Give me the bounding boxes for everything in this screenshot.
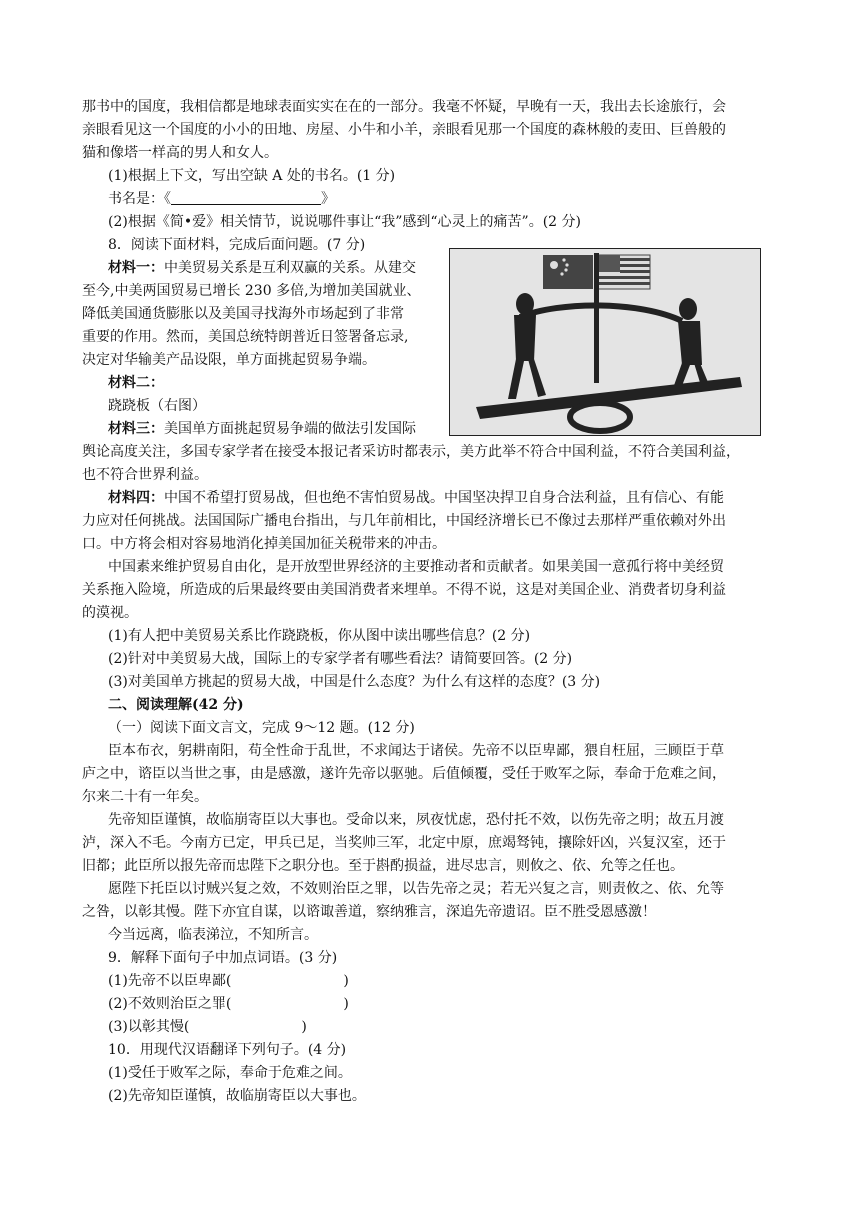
q9-1-prefix: (1)先帝不以臣 — [108, 973, 198, 989]
material-3-line-3: 也不符合世界利益。 — [82, 467, 208, 483]
material-3-line-2: 舆论高度关注，多国专家学者在接受本报记者采访时都表示，美方此举不符合中国利益，不符合美国利益， — [82, 444, 740, 460]
material-1-line-1 — [82, 257, 472, 280]
dotted-char-xiao: 效 — [142, 993, 156, 1016]
intro-line-3: 猫和像塔一样高的男人和女人。 — [82, 145, 278, 161]
classical-line-8: 之咎，以彰其慢。陛下亦宜自谋，以谘诹善道，察纳雅言，深追先帝遗诏。臣不胜受恩感激！ — [82, 904, 656, 920]
intro-line-1: 那书中的国度，我相信都是地球表面实实在在的一部分。我毫不怀疑，早晚有一天，我出去长途旅行，会 — [82, 99, 726, 115]
question-10-2: (2)先帝知臣谨慎，故临崩寄臣以大事也。 — [108, 1088, 366, 1104]
classical-line-9: 今当远离，临表涕泣，不知所言。 — [108, 927, 318, 943]
question-7-1: (1)根据上下文，写出空缺 A 处的书名。(1 分) — [108, 168, 396, 184]
seesaw-illustration — [449, 248, 761, 436]
trade-para-line-2: 关系拖入险境，所造成的后果最终要由美国消费者来埋单。不得不说，这是对美国企业、消费者切身利益 — [82, 582, 726, 598]
trade-para-line-1: 中国素来维护贸易自由化，是开放型世界经济的主要推动者和贡献者。如果美国一意孤行将中美经贸 — [108, 559, 724, 575]
question-9-1 — [82, 970, 782, 993]
classical-line-4: 先帝知臣谨慎，故临崩寄臣以大事也。受命以来，夙夜忧虑，恐付托不效，以伤先帝之明；故五月渡 — [108, 812, 724, 828]
answer-suffix: 》 — [321, 191, 335, 207]
material-1-line-2: 至今,中美两国贸易已增长 230 多倍,为增加美国就业、 — [82, 283, 421, 299]
question-10-1: (1)受任于败军之际，奉命于危难之间。 — [108, 1065, 352, 1081]
intro-line-2: 亲眼看见这一个国度的小小的田地、房屋、小牛和小羊，亲眼看见那一个国度的森林般的麦田、巨兽般的 — [82, 122, 726, 138]
material-1-text: 中美贸易关系是互利双赢的关系。从建交 — [164, 260, 416, 276]
question-9-3 — [82, 1016, 782, 1039]
question-10-title: 10．用现代汉语翻译下列句子。(4 分) — [108, 1042, 347, 1058]
dotted-char-bei: 卑 — [198, 970, 212, 993]
question-9-2 — [82, 993, 782, 1016]
material-4-line-2: 力应对任何挑战。法国国际广播电台指出，与几年前相比，中国经济增长已不像过去那样严重依赖对外出 — [82, 513, 726, 529]
question-8-title: 8．阅读下面材料，完成后面问题。(7 分) — [108, 237, 366, 253]
dotted-char-bi: 鄙 — [212, 970, 226, 993]
classical-line-1: 臣本布衣，躬耕南阳，苟全性命于乱世，不求闻达于诸侯。先帝不以臣卑鄙，猥自枉屈，三顾臣于草 — [108, 743, 724, 759]
question-9-title: 9．解释下面句子中加点词语。(3 分) — [108, 950, 338, 966]
usa-flag-icon — [598, 255, 650, 289]
material-4-line-3: 口。中方将会相对容易地消化掉美国加征关税带来的冲击。 — [82, 536, 446, 552]
q9-2-prefix: (2)不 — [108, 996, 142, 1012]
trade-para-line-3: 的漠视。 — [82, 605, 138, 621]
classical-line-6: 旧都；此臣所以报先帝而忠陛下之职分也。至于斟酌损益，进尽忠言，则攸之、依、允等之任也。 — [82, 858, 684, 874]
q9-2-close-paren: ) — [343, 996, 349, 1012]
material-3-label: 材料三： — [108, 421, 164, 437]
question-7-2: (2)根据《简•爱》相关情节，说说哪件事让“我”感到“心灵上的痛苦”。(2 分) — [108, 214, 581, 230]
book-title-blank[interactable] — [171, 189, 321, 205]
material-2-text: 跷跷板（右图） — [108, 398, 206, 414]
china-flag-icon — [543, 255, 593, 289]
classical-line-7: 愿陛下托臣以讨贼兴复之效，不效则治臣之罪，以告先帝之灵；若无兴复之言，则责攸之、依、允等 — [108, 881, 724, 897]
material-3-line-1 — [82, 418, 472, 441]
question-7-1-answer — [82, 188, 782, 211]
q9-1-close-paren: ) — [343, 973, 349, 989]
seesaw-fulcrum — [570, 403, 630, 431]
seesaw-drawing — [450, 249, 760, 435]
subsection-1-title: （一）阅读下面文言文，完成 9～12 题。(12 分) — [108, 720, 415, 736]
classical-line-2: 庐之中，谘臣以当世之事，由是感激，遂许先帝以驱驰。后值倾覆，受任于败军之际，奉命于危难之间， — [82, 766, 726, 782]
question-8-2: (2)针对中美贸易大战，国际上的专家学者有哪些看法？请简要回答。(2 分) — [108, 651, 573, 667]
material-4-label: 材料四： — [108, 490, 164, 506]
flag-pole — [594, 253, 599, 383]
q9-3-open-paren: ( — [183, 1019, 190, 1035]
question-8-3: (3)对美国单方挑起的贸易大战，中国是什么态度？为什么有这样的态度？(3 分) — [108, 674, 601, 690]
material-1-line-3: 降低美国通货膨胀以及美国寻找海外市场起到了非常 — [82, 306, 404, 322]
material-4-text: 中国不希望打贸易战，但也绝不害怕贸易战。中国坚决捍卫自身合法利益，且有信心、有能 — [164, 490, 724, 506]
material-4-line-1 — [82, 487, 782, 510]
q9-3-close-paren: ) — [301, 1019, 307, 1035]
material-2-label — [82, 372, 472, 395]
q9-1-open-paren: ( — [225, 973, 232, 989]
material-1-line-4: 重要的作用。然而，美国总统特朗普近日签署备忘录, — [82, 329, 409, 345]
question-8-1: (1)有人把中美贸易关系比作跷跷板，你从图中读出哪些信息？(2 分) — [108, 628, 531, 644]
classical-line-5: 泸，深入不毛。今南方已定，甲兵已足，当奖帅三军，北定中原，庶竭驽钝，攘除奸凶，兴复汉室，还于 — [82, 835, 726, 851]
classical-line-3: 尔来二十有一年矣。 — [82, 789, 208, 805]
q9-3-prefix: (3)以彰其 — [108, 1019, 170, 1035]
material-1-label: 材料一： — [108, 260, 164, 276]
material-2-label-text: 材料二： — [108, 375, 164, 391]
material-1-line-5: 决定对华输美产品设限，单方面挑起贸易争端。 — [82, 352, 376, 368]
answer-prefix: 书名是：《 — [108, 191, 171, 207]
material-3-text: 美国单方面挑起贸易争端的做法引发国际 — [164, 421, 416, 437]
section-2-title: 二、阅读理解(42 分) — [108, 697, 244, 713]
q9-2-suffix: 则治臣之罪( — [155, 996, 232, 1012]
dotted-char-man: 慢 — [170, 1016, 184, 1039]
